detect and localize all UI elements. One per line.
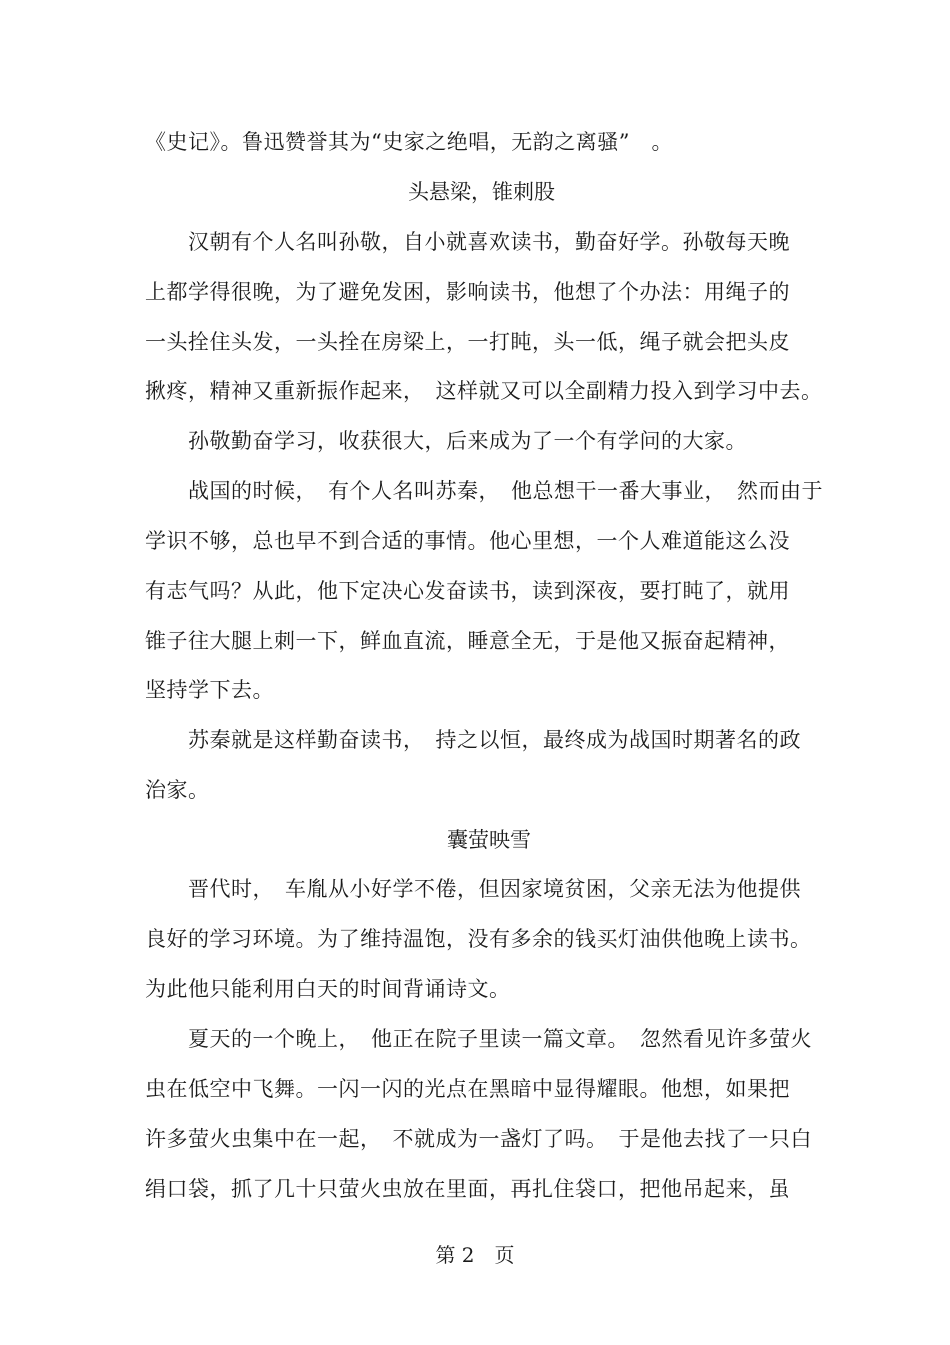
section-title-2: 囊萤映雪 (447, 828, 531, 852)
text-line: 绢口袋，抓了几十只萤火虫放在里面，再扎住袋口，把他吊起来，虽 (145, 1177, 790, 1201)
text-line: 良好的学习环境。为了维持温饱，没有多余的钱买灯油供他晚上读书。 (145, 927, 812, 951)
text-line: 揪疼，精神又重新振作起来， 这样就又可以全副精力投入到学习中去。 (145, 379, 823, 403)
text-line: 学识不够，总也早不到合适的事情。他心里想，一个人难道能这么没 (145, 529, 790, 553)
carryover-line: 《史记》。鲁迅赞誉其为“史家之绝唱，无韵之离骚” 。 (145, 130, 673, 154)
text-line: 有志气吗？从此，他下定决心发奋读书，读到深夜，要打盹了，就用 (145, 579, 790, 603)
text-line: 许多萤火虫集中在一起， 不就成为一盏灯了吗。 于是他去找了一只白 (145, 1127, 812, 1151)
text-line: 汉朝有个人名叫孙敬，自小就喜欢读书，勤奋好学。孙敬每天晚 (188, 230, 790, 254)
text-line: 晋代时， 车胤从小好学不倦，但因家境贫困，父亲无法为他提供 (188, 877, 801, 901)
text-line: 虫在低空中飞舞。一闪一闪的光点在黑暗中显得耀眼。他想，如果把 (145, 1077, 790, 1101)
text-line: 夏天的一个晚上， 他正在院子里读一篇文章。 忽然看见许多萤火 (188, 1027, 812, 1051)
page-number: 第 2 页 (435, 1243, 515, 1267)
text-line: 上都学得很晚，为了避免发困，影响读书，他想了个办法：用绳子的 (145, 280, 790, 304)
section-title-1: 头悬梁，锥刺股 (408, 180, 555, 204)
text-line: 为此他只能利用白天的时间背诵诗文。 (145, 977, 511, 1001)
text-line: 战国的时候， 有个人名叫苏秦， 他总想干一番大事业， 然而由于 (188, 479, 823, 503)
text-line: 一头拴住头发，一头拴在房梁上，一打盹，头一低，绳子就会把头皮 (145, 330, 790, 354)
text-line: 坚持学下去。 (145, 678, 274, 702)
text-line: 孙敬勤奋学习，收获很大，后来成为了一个有学问的大家。 (188, 429, 747, 453)
text-line: 锥子往大腿上刺一下，鲜血直流，睡意全无，于是他又振奋起精神， (145, 629, 790, 653)
text-line: 苏秦就是这样勤奋读书， 持之以恒，最终成为战国时期著名的政 (188, 728, 801, 752)
text-line: 治家。 (145, 778, 210, 802)
